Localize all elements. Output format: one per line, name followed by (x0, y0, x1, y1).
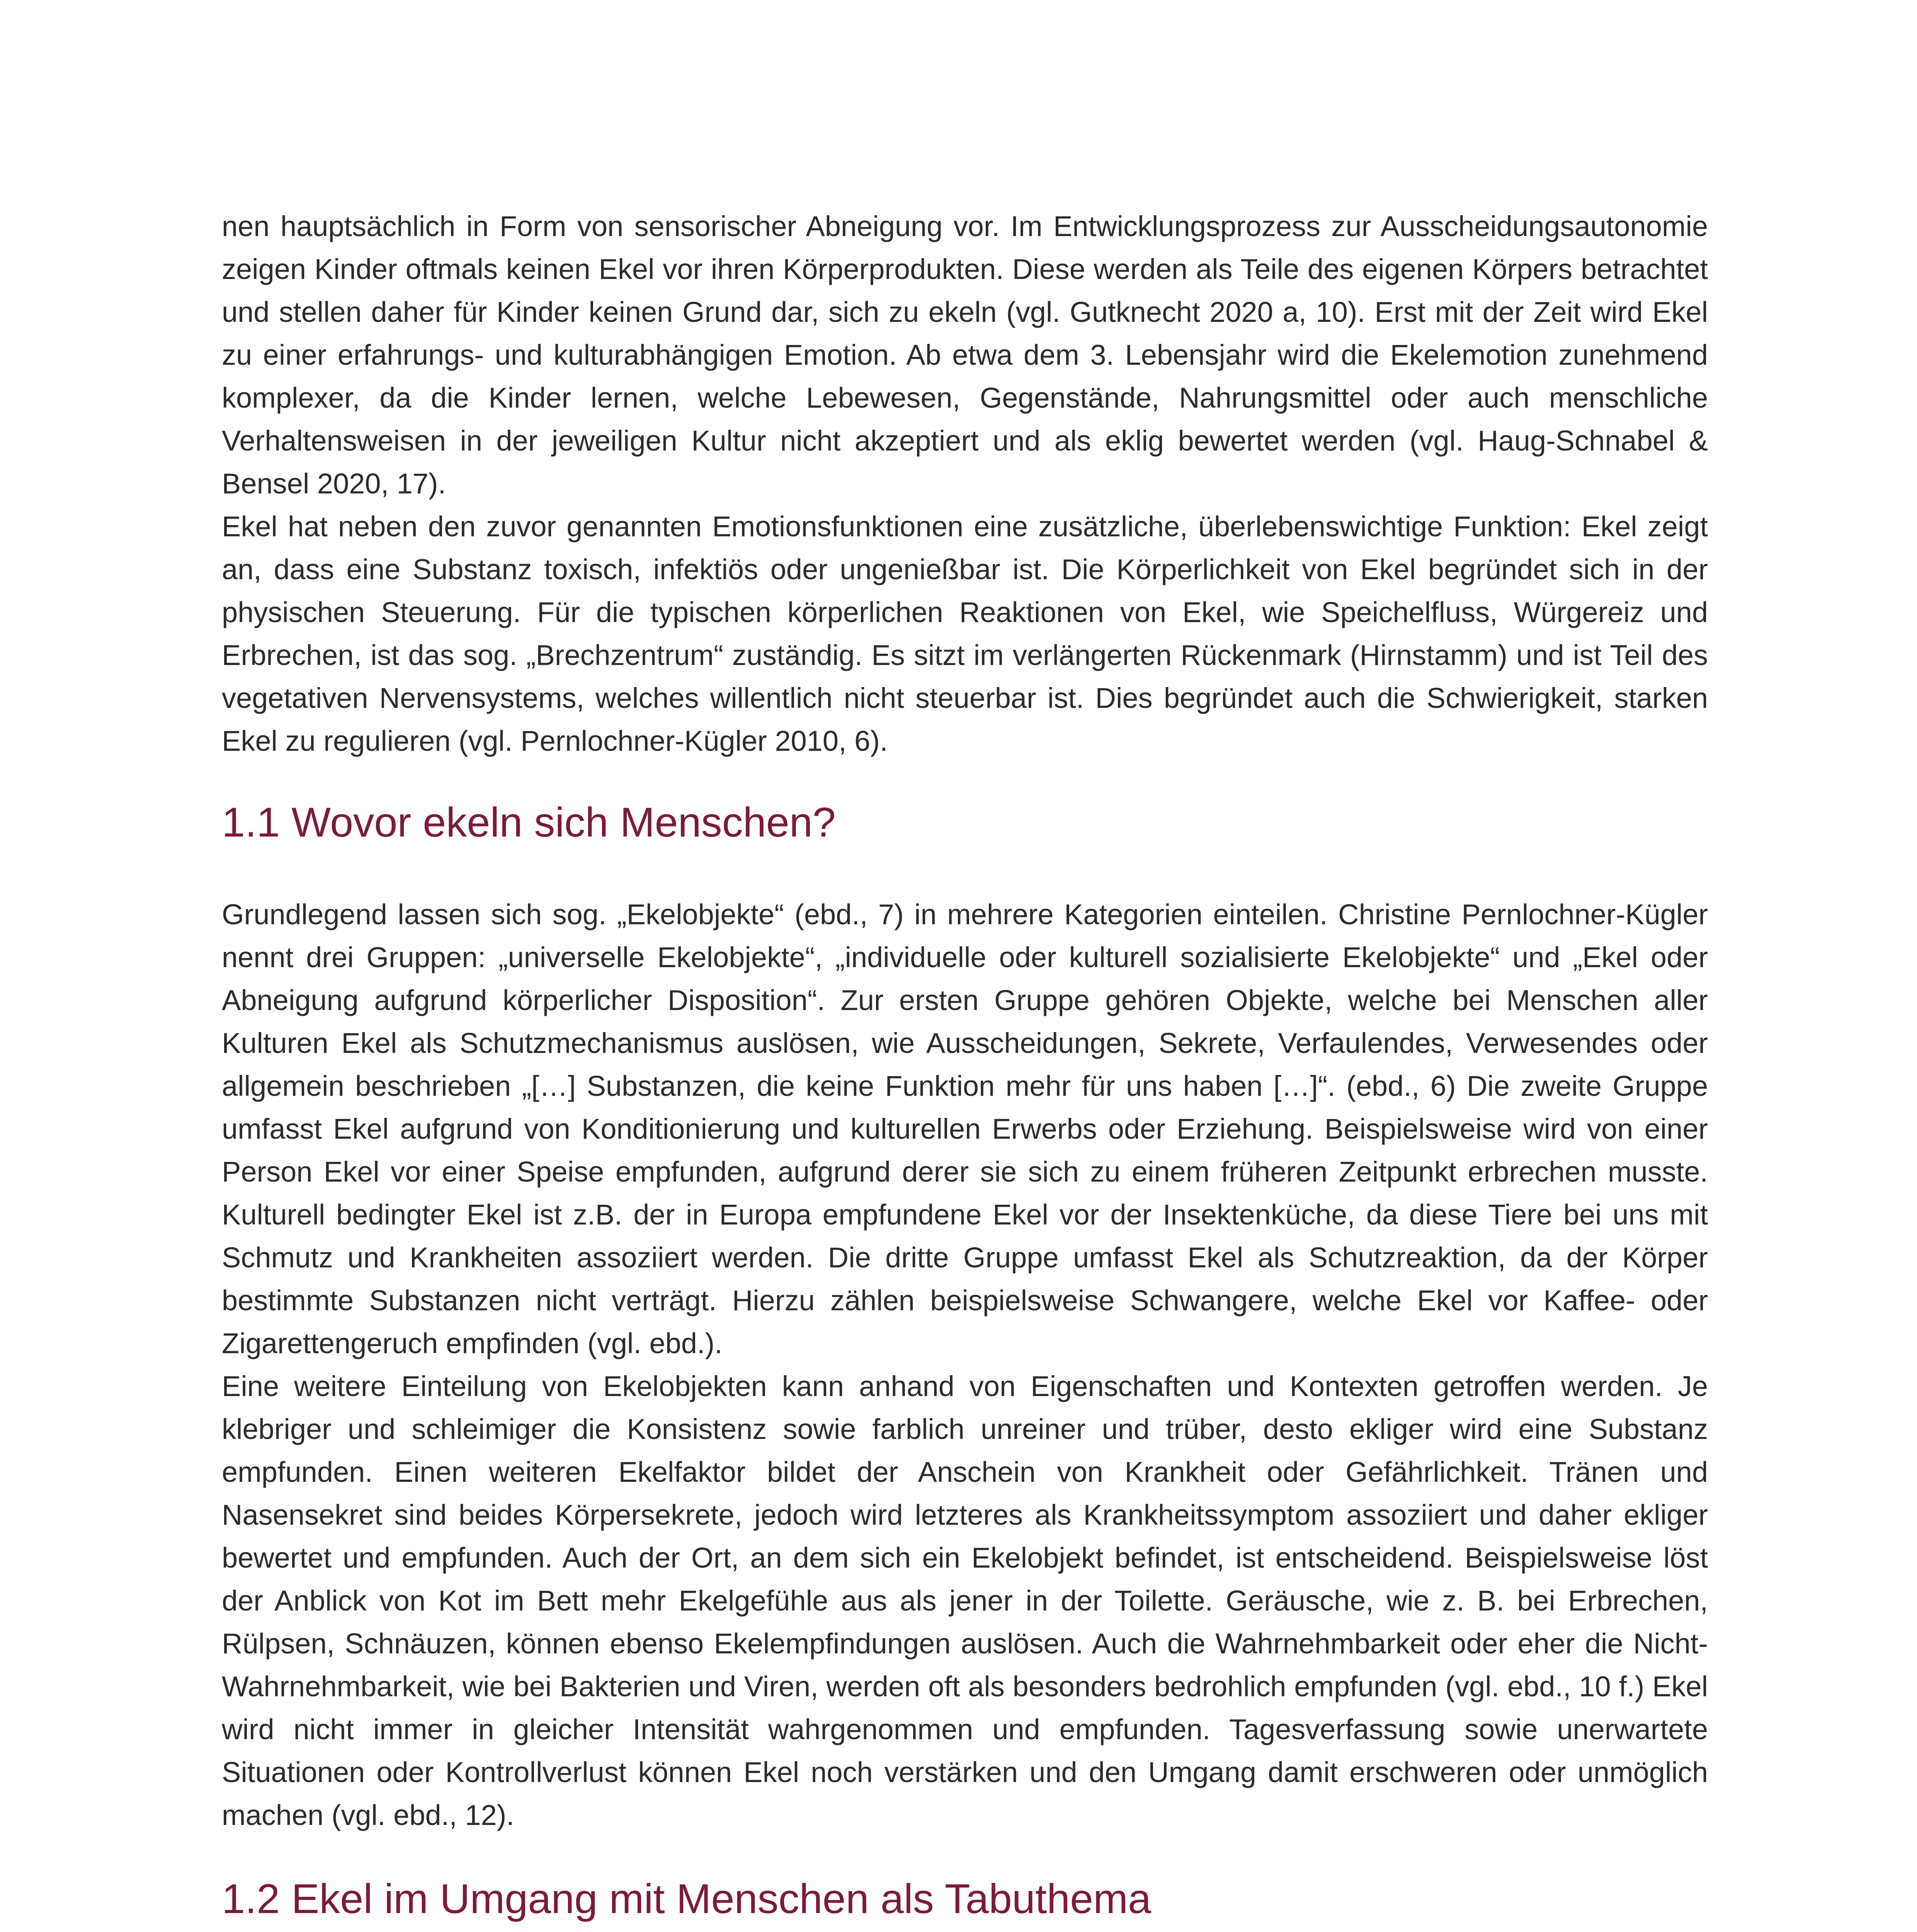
section-1-1-paragraph-2: Eine weitere Einteilung von Ekelobjekten kann anhand von Eigenschaften und Kontexten getroffen werden. Je klebriger und schleimiger die Konsistenz sowie farblich unreiner und trüber, desto ekliger wird eine Substanz empfunden. Einen weiteren Ekelfaktor bildet der Anschein von Krankheit oder Gefährlichkeit. Tränen und Nasensekret sind beides Körpersekrete, jedoch wird letzteres als Krankheitssymptom assoziiert und daher ekliger bewertet und empfunden. Auch der Ort, an dem sich ein Ekelobjekt befindet, ist entscheidend. Beispielsweise löst der Anblick von Kot im Bett mehr Ekelgefühle aus als jener in der Toilette. Geräusche, wie z. B. bei Erbrechen, Rülpsen, Schnäuzen, können ebenso Ekelempfindungen auslösen. Auch die Wahrnehmbarkeit oder eher die Nicht-Wahrnehmbarkeit, wie bei Bakterien und Viren, werden oft als besonders bedrohlich empfunden (vgl. ebd., 10 f.) Ekel wird nicht immer in gleicher Intensität wahrgenommen und empfunden. Tagesverfassung sowie unerwartete Situationen oder Kontrollverlust können Ekel noch verstärken und den Umgang damit erschweren oder unmöglich machen (vgl. ebd., 12). (222, 1370, 1708, 1831)
intro-paragraph-1: nen hauptsächlich in Form von sensorischer Abneigung vor. Im Entwicklungsprozess zur Ausscheidungsautonomie zeigen Kinder oftmals keinen Ekel vor ihren Körperprodukten. Diese werden als Teile des eigenen Körpers betrachtet und stellen daher für Kinder keinen Grund dar, sich zu ekeln (vgl. Gutknecht 2020 a, 10). Erst mit der Zeit wird Ekel zu einer erfahrungs- und kulturabhängigen Emotion. Ab etwa dem 3. Lebensjahr wird die Ekelemotion zunehmend komplexer, da die Kinder lernen, welche Lebewesen, Gegenstände, Nahrungsmittel oder auch menschliche Verhaltensweisen in der jeweiligen Kultur nicht akzeptiert und als eklig bewertet werden (vgl. Haug-Schnabel & Bensel 2020, 17). (222, 210, 1708, 500)
section-heading-1-2: 1.2 Ekel im Umgang mit Menschen als Tabuthema (222, 1875, 1152, 1922)
text-column (222, 205, 1708, 1932)
intro-paragraph-2: Ekel hat neben den zuvor genannten Emotionsfunktionen eine zusätzliche, überlebenswichtige Funktion: Ekel zeigt an, dass eine Substanz toxisch, infektiös oder ungenießbar ist. Die Körperlichkeit von Ekel begründet sich in der physischen Steuerung. Für die typischen körperlichen Reaktionen von Ekel, wie Speichelfluss, Würgereiz und Erbrechen, ist das sog. „Brechzentrum“ zuständig. Es sitzt im verlängerten Rückenmark (Hirnstamm) und ist Teil des vegetativen Nervensystems, welches willentlich nicht steuerbar ist. Dies begründet auch die Schwierigkeit, starken Ekel zu regulieren (vgl. Pernlochner-Kügler 2010, 6). (222, 510, 1708, 757)
section-heading-1-1: 1.1 Wovor ekeln sich Menschen? (222, 799, 836, 845)
section-1-1-paragraph-1: Grundlegend lassen sich sog. „Ekelobjekte“ (ebd., 7) in mehrere Kategorien einteilen. Christine Pernlochner-Kügler nennt drei Gruppen: „universelle Ekelobjekte“, „individuelle oder kulturell sozialisierte Ekelobjekte“ und „Ekel oder Abneigung aufgrund körperlicher Disposition“. Zur ersten Gruppe gehören Objekte, welche bei Menschen aller Kulturen Ekel als Schutzmechanismus auslösen, wie Ausscheidungen, Sekrete, Verfaulendes, Verwesendes oder allgemein beschrieben „[…] Substanzen, die keine Funktion mehr für uns haben […]“. (ebd., 6) Die zweite Gruppe umfasst Ekel aufgrund von Konditionierung und kulturellen Erwerbs oder Erziehung. Beispielsweise wird von einer Person Ekel vor einer Speise empfunden, aufgrund derer sie sich zu einem früheren Zeitpunkt erbrechen musste. Kulturell bedingter Ekel ist z.B. der in Europa empfundene Ekel vor der Insektenküche, da diese Tiere bei uns mit Schmutz und Krankheiten assoziiert werden. Die dritte Gruppe umfasst Ekel als Schutzreaktion, da der Körper bestimmte Substanzen nicht verträgt. Hierzu zählen beispielsweise Schwangere, welche Ekel vor Kaffee- oder Zigarettengeruch empfinden (vgl. ebd.). (222, 898, 1708, 1359)
